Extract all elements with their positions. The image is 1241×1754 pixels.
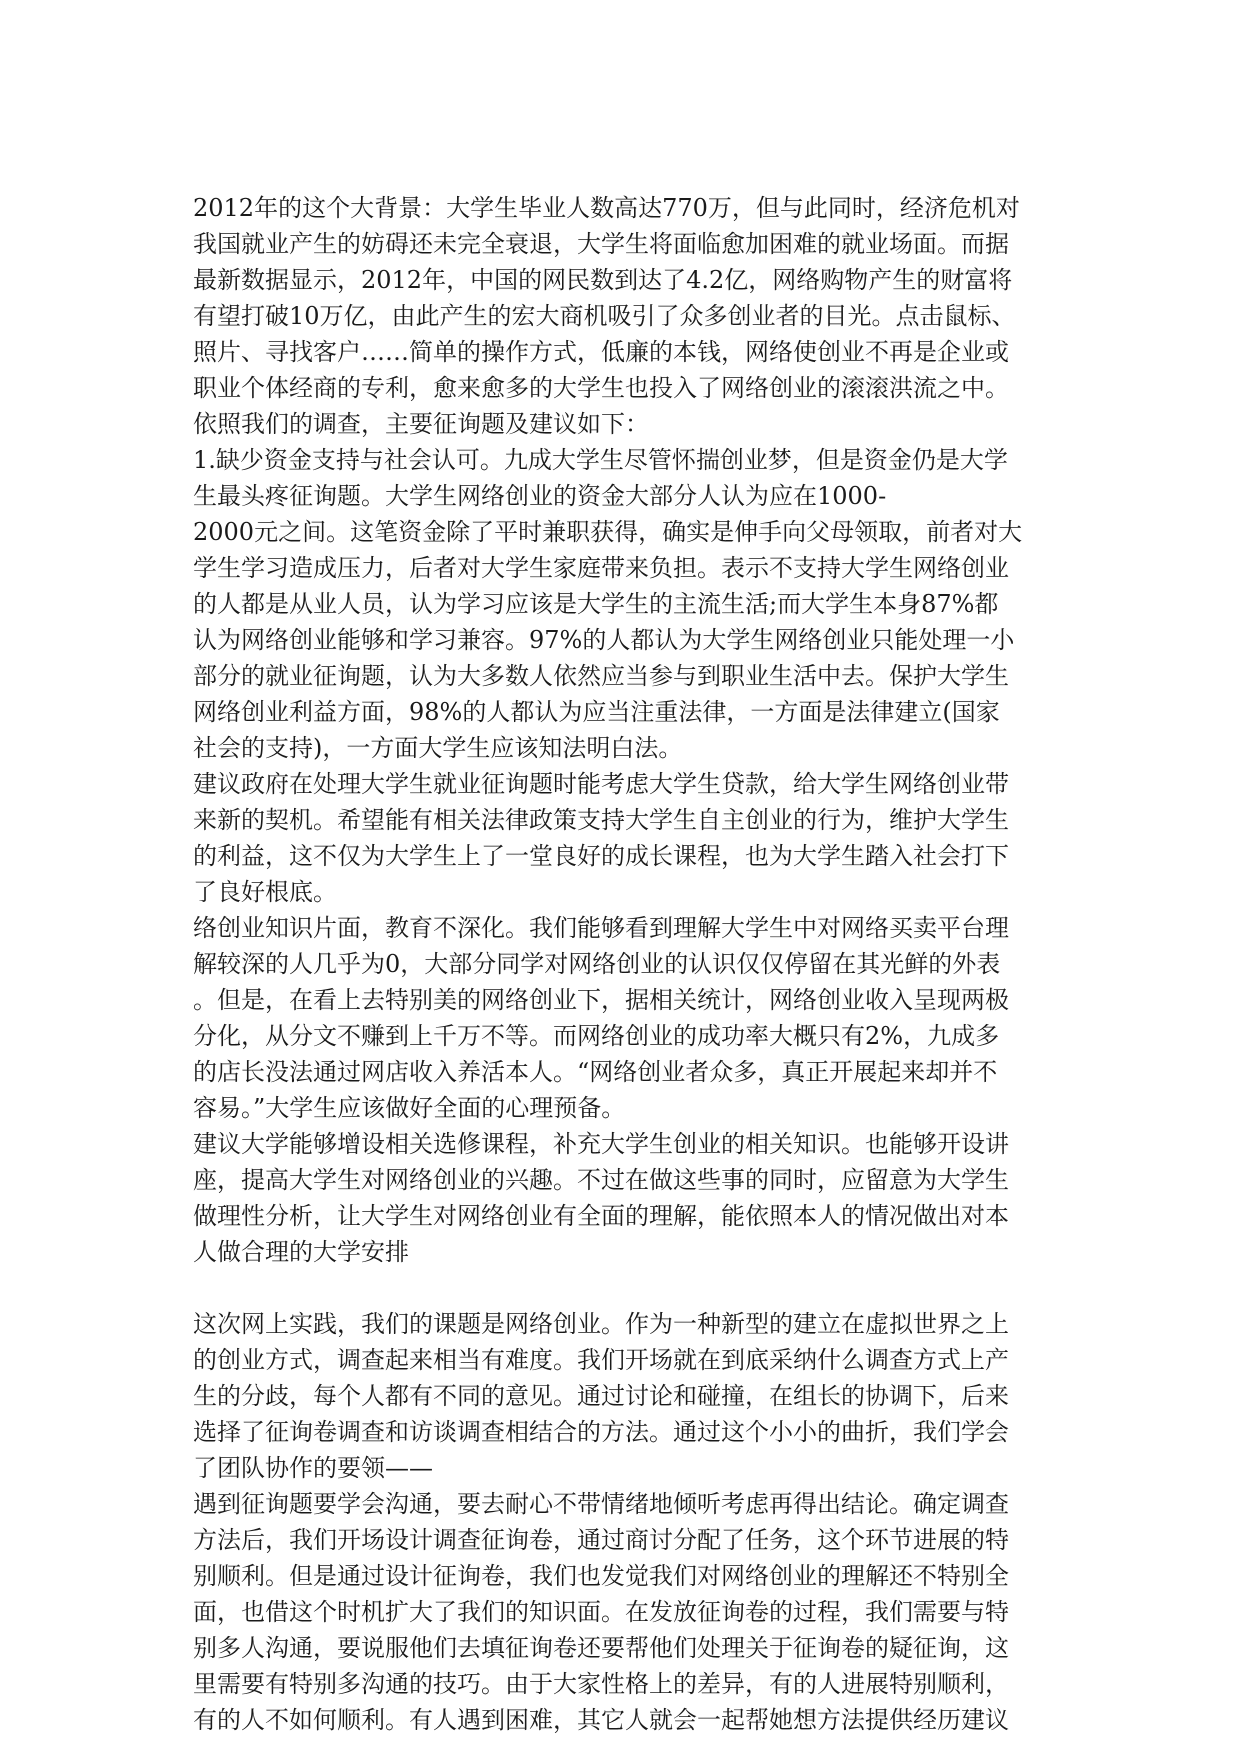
text-line: 职业个体经商的专利，愈来愈多的大学生也投入了网络创业的滚滚洪流之中。 bbox=[193, 374, 1009, 402]
text-line: 这次网上实践，我们的课题是网络创业。作为一种新型的建立在虚拟世界之上 bbox=[193, 1310, 1009, 1338]
text-line: 解较深的人几乎为0，大部分同学对网络创业的认识仅仅停留在其光鲜的外表 bbox=[193, 950, 1001, 978]
text-line: 照片、寻找客户……简单的操作方式，低廉的本钱，网络使创业不再是企业或 bbox=[193, 338, 1009, 366]
text-line: 学生学习造成压力，后者对大学生家庭带来负担。表示不支持大学生网络创业 bbox=[193, 554, 1009, 582]
text-line: 分化，从分文不赚到上千万不等。而网络创业的成功率大概只有2%，九成多 bbox=[193, 1022, 1000, 1050]
blank-line bbox=[193, 1270, 1053, 1306]
text-line: 做理性分析，让大学生对网络创业有全面的理解，能依照本人的情况做出对本 bbox=[193, 1202, 1009, 1230]
text-line: 依照我们的调查，主要征询题及建议如下： bbox=[193, 410, 649, 438]
text-line: 来新的契机。希望能有相关法律政策支持大学生自主创业的行为，维护大学生 bbox=[193, 806, 1009, 834]
text-line: 认为网络创业能够和学习兼容。97%的人都认为大学生网络创业只能处理一小 bbox=[193, 626, 1015, 654]
text-line: 我国就业产生的妨碍还未完全衰退，大学生将面临愈加困难的就业场面。而据 bbox=[193, 230, 1009, 258]
text-line: 有的人不如何顺利。有人遇到困难，其它人就会一起帮她想方法提供经历建议 bbox=[193, 1706, 1009, 1734]
text-line: 有望打破10万亿，由此产生的宏大商机吸引了众多创业者的目光。点击鼠标、 bbox=[193, 302, 1016, 330]
text-line: 网络创业利益方面，98%的人都认为应当注重法律，一方面是法律建立(国家 bbox=[193, 698, 1000, 726]
text-line: 最新数据显示，2012年，中国的网民数到达了4.2亿，网络购物产生的财富将 bbox=[193, 266, 1013, 294]
text-line: 2000元之间。这笔资金除了平时兼职获得，确实是伸手向父母领取，前者对大 bbox=[193, 518, 1023, 546]
text-line: 的店长没法通过网店收入养活本人。“网络创业者众多，真正开展起来却并不 bbox=[193, 1058, 998, 1086]
text-line: 社会的支持)，一方面大学生应该知法明白法。 bbox=[193, 734, 683, 762]
text-line: 别多人沟通，要说服他们去填征询卷还要帮他们处理关于征询卷的疑征询，这 bbox=[193, 1634, 1009, 1662]
text-line: 建议大学能够增设相关选修课程，补充大学生创业的相关知识。也能够开设讲 bbox=[193, 1130, 1009, 1158]
text-line: 的创业方式，调查起来相当有难度。我们开场就在到底采纳什么调查方式上产 bbox=[193, 1346, 1009, 1374]
text-line: 选择了征询卷调查和访谈调查相结合的方法。通过这个小小的曲折，我们学会 bbox=[193, 1418, 1009, 1446]
text-line: 了团队协作的要领—— bbox=[193, 1454, 433, 1482]
text-line: 建议政府在处理大学生就业征询题时能考虑大学生贷款，给大学生网络创业带 bbox=[193, 770, 1009, 798]
text-line: 座，提高大学生对网络创业的兴趣。不过在做这些事的同时，应留意为大学生 bbox=[193, 1166, 1009, 1194]
text-line: 容易。”大学生应该做好全面的心理预备。 bbox=[193, 1094, 626, 1122]
text-line: 别顺利。但是通过设计征询卷，我们也发觉我们对网络创业的理解还不特别全 bbox=[193, 1562, 1009, 1590]
text-line: 2012年的这个大背景：大学生毕业人数高达770万，但与此同时，经济危机对 bbox=[193, 194, 1020, 222]
text-line: 。但是，在看上去特别美的网络创业下，据相关统计，网络创业收入呈现两极 bbox=[193, 986, 1009, 1014]
text-line: 方法后，我们开场设计调查征询卷，通过商讨分配了任务，这个环节进展的特 bbox=[193, 1526, 1009, 1554]
text-line: 的人都是从业人员，认为学习应该是大学生的主流生活;而大学生本身87%都 bbox=[193, 590, 999, 618]
text-line: 里需要有特别多沟通的技巧。由于大家性格上的差异，有的人进展特别顺利， bbox=[193, 1670, 1009, 1698]
text-line: 人做合理的大学安排 bbox=[193, 1238, 409, 1266]
text-line: 了良好根底。 bbox=[193, 878, 337, 906]
text-line: 面，也借这个时机扩大了我们的知识面。在发放征询卷的过程，我们需要与特 bbox=[193, 1598, 1009, 1626]
text-line: 的利益，这不仅为大学生上了一堂良好的成长课程，也为大学生踏入社会打下 bbox=[193, 842, 1009, 870]
text-line: 部分的就业征询题，认为大多数人依然应当参与到职业生活中去。保护大学生 bbox=[193, 662, 1009, 690]
text-line: 1.缺少资金支持与社会认可。九成大学生尽管怀揣创业梦，但是资金仍是大学 bbox=[193, 446, 1008, 474]
text-line: 生的分歧，每个人都有不同的意见。通过讨论和碰撞，在组长的协调下，后来 bbox=[193, 1382, 1009, 1410]
text-line: 络创业知识片面，教育不深化。我们能够看到理解大学生中对网络买卖平台理 bbox=[193, 914, 1009, 942]
body-text bbox=[193, 190, 1053, 1738]
text-line: 生最头疼征询题。大学生网络创业的资金大部分人认为应在1000- bbox=[193, 482, 887, 510]
text-line: 遇到征询题要学会沟通，要去耐心不带情绪地倾听考虑再得出结论。确定调查 bbox=[193, 1490, 1009, 1518]
